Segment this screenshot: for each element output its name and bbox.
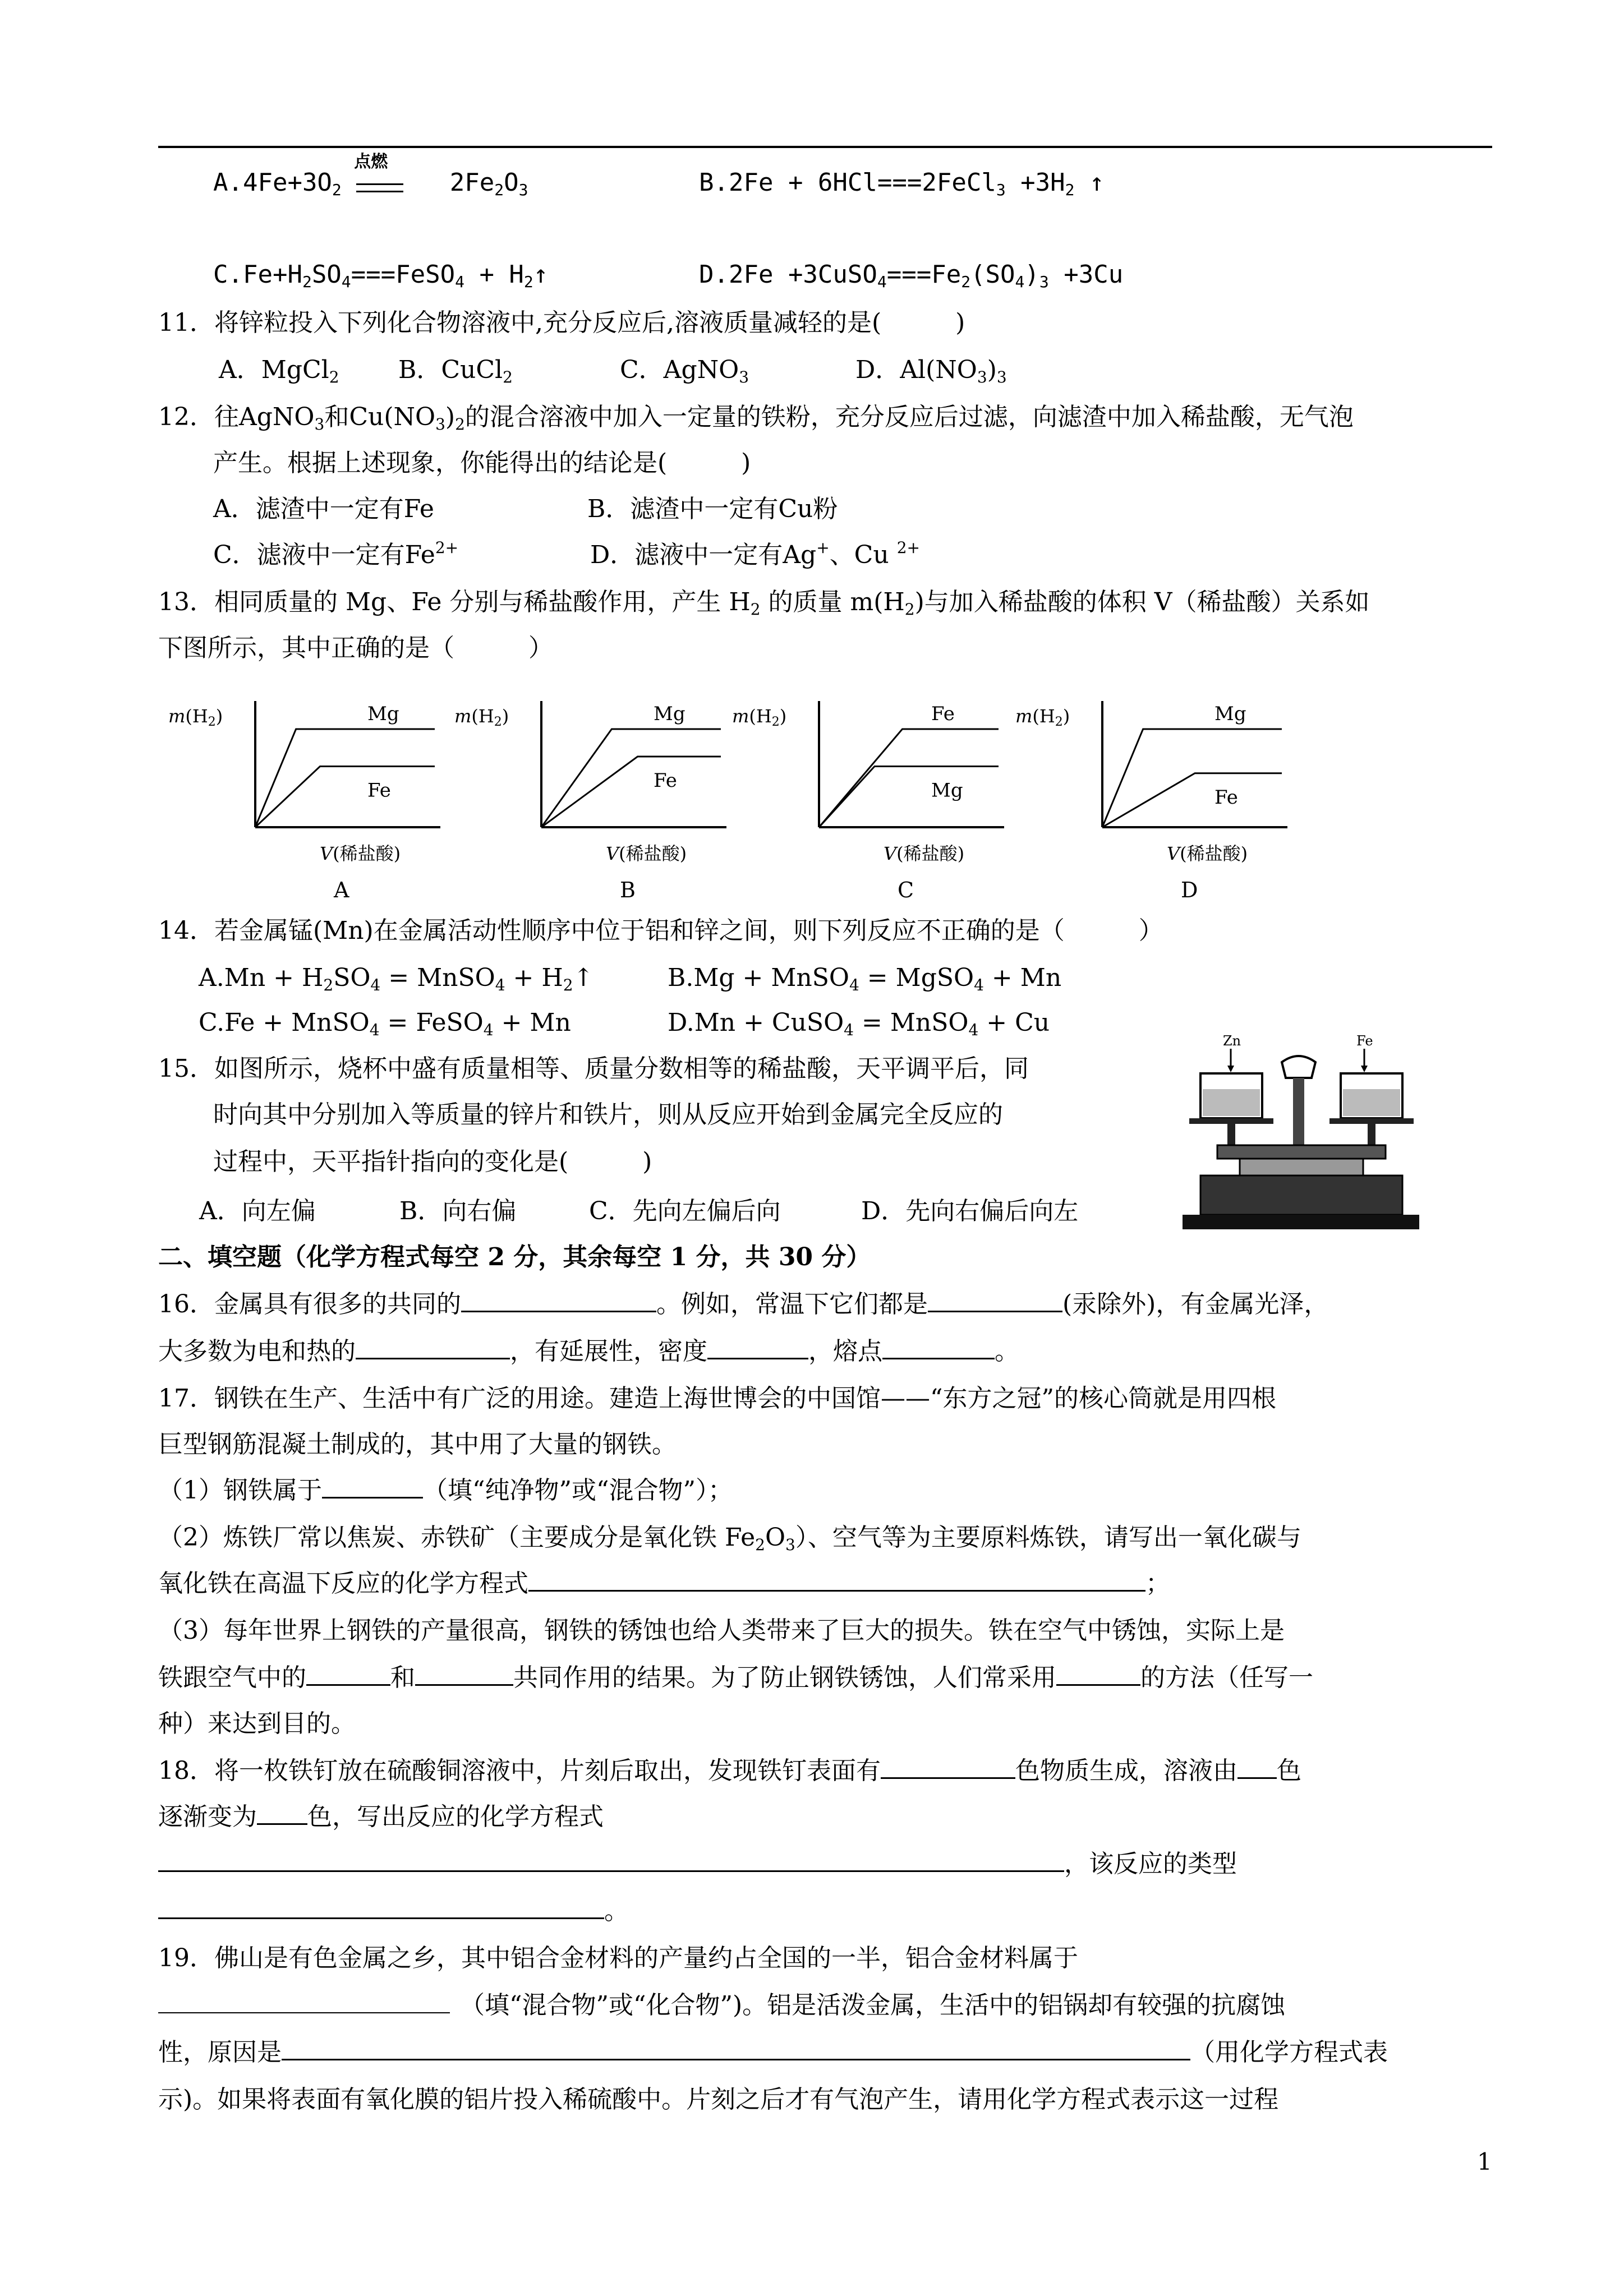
q18-blank-3[interactable] xyxy=(257,1802,307,1825)
q12-option-b: B．滤渣中一定有Cu粉 xyxy=(587,495,838,523)
balance-base xyxy=(1200,1175,1402,1215)
q16-blank-4[interactable] xyxy=(707,1336,808,1359)
chart-panel-label: A xyxy=(334,878,349,902)
chart-series-label: Mg xyxy=(1214,703,1246,725)
q18-blank-1[interactable] xyxy=(881,1756,1015,1779)
q17-line2: 巨型钢筋混凝土制成的，其中用了大量的钢铁。 xyxy=(158,1430,677,1459)
q14-option-c: C.Fe + MnSO$_4$ = FeSO$_4$ + Mn xyxy=(199,1008,571,1039)
q12-stem-line2: 产生。根据上述现象，你能得出的结论是( ) xyxy=(213,449,751,477)
chart-panel-label: C xyxy=(898,878,914,902)
q12-option-d: D．滤液中一定有Ag+、Cu $^{2+}$ xyxy=(590,538,920,569)
q18-blank-4[interactable] xyxy=(158,1849,1064,1872)
chart-ylabel: m(H2) xyxy=(1015,706,1070,729)
reaction-condition-arrow: 点燃 xyxy=(356,176,403,192)
q15-option-a: A．向左偏 xyxy=(199,1197,316,1225)
q10-option-c: $C.Fe+H_2SO_4===FeSO_4$ + $H_2↑$ xyxy=(213,260,549,291)
q16-blank-1[interactable] xyxy=(461,1289,656,1312)
q17-blank-5[interactable] xyxy=(1056,1663,1140,1686)
q17-sub3-line3: 种）来达到目的。 xyxy=(158,1709,356,1738)
q18-blank-5[interactable] xyxy=(158,1896,604,1919)
chart-xlabel: V(稀盐酸) xyxy=(320,843,401,864)
q10-option-a: $A.4Fe+3O_2$ 点燃 $2Fe_2O_3$ xyxy=(213,152,528,199)
chart-series-label: Fe xyxy=(367,779,391,802)
q19-line4: 示)。如果将表面有氧化膜的铝片投入稀硫酸中。片刻之后才有气泡产生，请用化学方程式表示这一过程 xyxy=(158,2085,1279,2114)
chart-ylabel: m(H2) xyxy=(168,706,223,729)
chart-panel-label: B xyxy=(620,878,636,902)
chart-series-fe xyxy=(819,729,999,827)
chart-series-mg xyxy=(541,729,721,827)
q19-line1: 19．佛山是有色金属之乡，其中铝合金材料的产量约占全国的一半，铝合金材料属于 xyxy=(158,1944,1078,1972)
q16-blank-2[interactable] xyxy=(928,1289,1062,1312)
q15-option-d: D．先向右偏后向左 xyxy=(861,1197,1079,1225)
chart-series-fe xyxy=(1102,773,1282,827)
q13-stem-line2: 下图所示，其中正确的是（ ） xyxy=(158,634,553,662)
q17-sub3-line1: （3）每年世界上钢铁的产量很高，钢铁的锈蚀也给人类带来了巨大的损失。铁在空气中锈蚀，实际上是 xyxy=(158,1616,1285,1645)
q11-stem: 11．将锌粒投入下列化合物溶液中,充分反应后,溶液质量减轻的是( ) xyxy=(158,308,965,337)
q18-line4: 。 xyxy=(158,1896,629,1927)
q12-stem-line1: 12．往AgNO$_3$和$Cu(NO_3)_2$的混合溶液中加入一定量的铁粉，充分反应后过滤，向滤渣中加入稀盐酸，无气泡 xyxy=(158,403,1354,434)
chart-series-fe xyxy=(541,757,721,827)
q15-line1: 15．如图所示，烧杯中盛有质量相等、质量分数相等的稀盐酸，天平调平后，同 xyxy=(158,1054,1029,1083)
fe-label: Fe xyxy=(1356,1033,1373,1049)
q17-sub2-line2: 氧化铁在高温下反应的化学方程式 ； xyxy=(158,1569,1170,1598)
q14-option-a: $A.Mn + H_2SO_4$ = MnSO$_4$ + $H_2↑$ xyxy=(199,963,594,994)
q11-option-c: C．AgNO$_3$ xyxy=(620,356,749,386)
q14-option-d: D.Mn + CuSO$_4$ = MnSO$_4$ + Cu xyxy=(668,1008,1050,1039)
q19-line3: 性，原因是 （用化学方程式表 xyxy=(158,2038,1388,2067)
chart-series-mg xyxy=(819,767,999,828)
q13-charts xyxy=(0,684,1624,920)
chart-series-mg xyxy=(255,729,435,827)
chart-series-label: Fe xyxy=(654,769,677,792)
q11-option-a: A．MgCl$_2$ xyxy=(219,356,339,386)
chart-series-mg xyxy=(1102,729,1282,827)
page-number: 1 xyxy=(1477,2148,1492,2175)
section2-heading: 二、填空题（化学方程式每空 2 分，其余每空 1 分，共 30 分） xyxy=(158,1243,871,1271)
q17-sub3-line2: 铁跟空气中的 和 共同作用的结果。为了防止钢铁锈蚀，人们常采用 的方法（任写一 xyxy=(158,1663,1313,1692)
q16-blank-3[interactable] xyxy=(356,1336,510,1359)
chart-xlabel: V(稀盐酸) xyxy=(1167,843,1248,864)
balance-scale-illustration xyxy=(1178,1033,1419,1235)
q15-option-c: C．先向左偏后向 xyxy=(589,1197,781,1225)
q17-sub2-line1: （2）炼铁厂常以焦炭、赤铁矿（主要成分是氧化铁 $Fe_2O_3$）、空气等为主要原料炼铁，请写出一氧化碳与 xyxy=(158,1523,1301,1554)
q17-sub1: （1）钢铁属于 （填“纯净物”或“混合物”）； xyxy=(158,1476,733,1505)
chart-ylabel: m(H2) xyxy=(732,706,787,729)
q10-option-b: B.2Fe + 6HCl===2FeCl$_3$ $+3H_2$ ↑ xyxy=(699,168,1105,199)
chart-series-label: Fe xyxy=(931,703,955,725)
q12-option-c: C．滤液中一定有$Fe^{2+}$ xyxy=(213,538,459,569)
q18-line1: 18．将一枚铁钉放在硫酸铜溶液中，片刻后取出，发现铁钉表面有 色物质生成，溶液由 色 xyxy=(158,1756,1301,1785)
chart-series-label: Mg xyxy=(367,703,399,725)
chart-series-label: Mg xyxy=(654,703,686,725)
chart-xlabel: V(稀盐酸) xyxy=(606,843,687,864)
q17-blank-4[interactable] xyxy=(415,1663,513,1686)
q18-line2: 逐渐变为 色，写出反应的化学方程式 xyxy=(158,1802,604,1831)
q15-line2: 时向其中分别加入等质量的锌片和铁片，则从反应开始到金属完全反应的 xyxy=(213,1100,1003,1129)
q17-blank-2[interactable] xyxy=(528,1569,1145,1592)
q14-option-b: B.Mg + MnSO$_4$ = MgSO$_4$ + Mn xyxy=(668,963,1062,994)
q11-option-b: B．CuCl$_2$ xyxy=(398,356,513,386)
q13-stem-line1: 13．相同质量的 Mg、Fe 分别与稀盐酸作用，产生 $H_2$ 的质量 $m(H_2)$与加入稀盐酸的体积 V（稀盐酸）关系如 xyxy=(158,588,1370,619)
chart-ylabel: m(H2) xyxy=(454,706,509,729)
q12-option-a: A．滤渣中一定有Fe xyxy=(213,495,434,523)
chart-panel-label: D xyxy=(1181,878,1198,902)
zn-label: Zn xyxy=(1223,1033,1241,1049)
chart-series-label: Mg xyxy=(931,779,963,802)
q17-blank-3[interactable] xyxy=(306,1663,390,1686)
q11-option-d: D．$Al(NO_3)_3$ xyxy=(855,356,1007,386)
q16-blank-5[interactable] xyxy=(882,1336,995,1359)
chart-xlabel: V(稀盐酸) xyxy=(884,843,965,864)
q16-line2: 大多数为电和热的 ，有延展性，密度 ，熔点 。 xyxy=(158,1337,1019,1366)
q17-blank-1[interactable] xyxy=(322,1476,423,1499)
q18-blank-2[interactable] xyxy=(1237,1756,1277,1779)
q15-option-b: B．向右偏 xyxy=(399,1197,517,1225)
q19-line2: （填“混合物”或“化合物”)。铝是活泼金属，生活中的铝锅却有较强的抗腐蚀 xyxy=(158,1990,1285,2021)
q14-stem: 14．若金属锰(Mn)在金属活动性顺序中位于铝和锌之间，则下列反应不正确的是（ ） xyxy=(158,916,1163,945)
q18-line3: ，该反应的类型 xyxy=(158,1848,1237,1880)
q16-line1: 16．金属具有很多的共同的 。例如，常温下它们都是 (汞除外)，有金属光泽， xyxy=(158,1290,1329,1318)
q15-line3: 过程中，天平指针指向的变化是( ) xyxy=(213,1147,652,1176)
balance-pointer xyxy=(1282,1056,1315,1078)
q19-blank-1[interactable] xyxy=(158,1991,450,2013)
q17-line1: 17．钢铁在生产、生活中有广泛的用途。建造上海世博会的中国馆——“东方之冠”的核心筒就是用四根 xyxy=(158,1384,1276,1413)
q19-blank-2[interactable] xyxy=(282,2037,1190,2060)
q10-option-d: $D.2Fe +3CuSO_4===Fe_2(SO_4)_3 +3Cu$ xyxy=(699,260,1124,291)
chart-series-fe xyxy=(255,767,435,828)
chart-series-label: Fe xyxy=(1214,786,1238,809)
